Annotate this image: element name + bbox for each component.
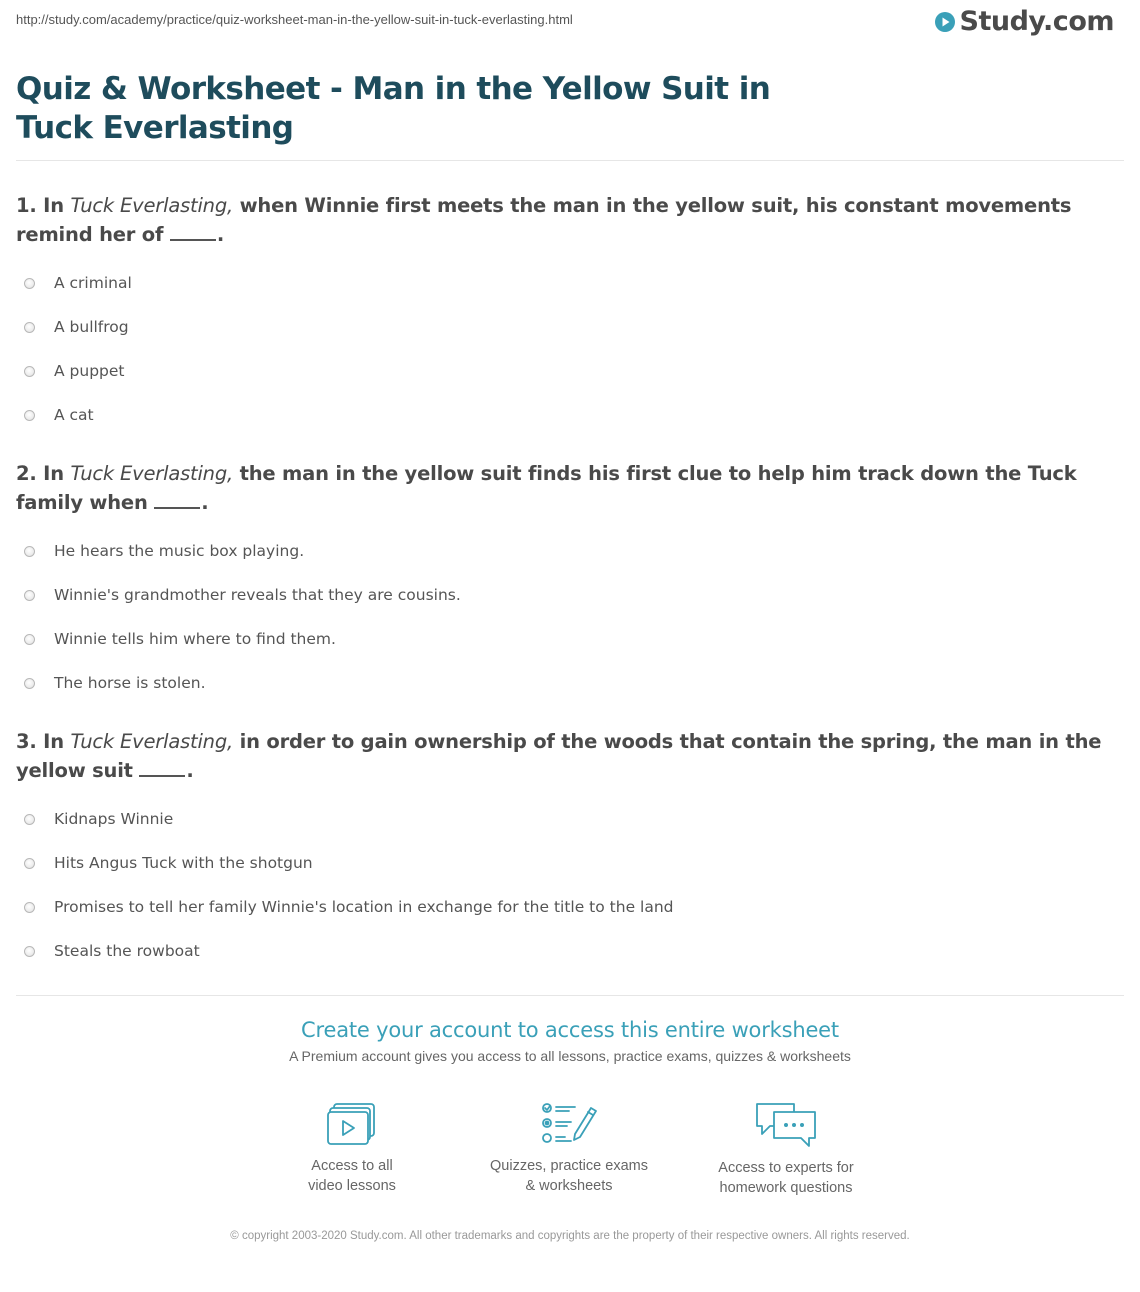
radio-button[interactable] [24, 634, 35, 645]
answer-option[interactable]: Promises to tell her family Winnie's location in exchange for the title to the land [16, 885, 1116, 929]
answer-options [16, 797, 1116, 973]
radio-button[interactable] [24, 814, 35, 825]
answer-blank [139, 775, 185, 777]
answer-option[interactable]: The horse is stolen. [16, 661, 1116, 705]
radio-button[interactable] [24, 590, 35, 601]
question-3 [16, 727, 1116, 973]
question-text: 2. In Tuck Everlasting, the man in the yellow suit finds his first clue to help him track down the Tuck family when . [16, 462, 1077, 514]
question-text: 1. In Tuck Everlasting, when Winnie first meets the man in the yellow suit, his constant movements remind her of . [16, 194, 1072, 246]
radio-button[interactable] [24, 858, 35, 869]
question-text: 3. In Tuck Everlasting, in order to gain ownership of the woods that contain the spring, the man in the yellow suit . [16, 730, 1102, 782]
answer-option[interactable]: A puppet [16, 349, 1116, 393]
answer-option[interactable]: A bullfrog [16, 305, 1116, 349]
radio-button[interactable] [24, 366, 35, 377]
answer-option[interactable]: Winnie tells him where to find them. [16, 617, 1116, 661]
copyright: © copyright 2003-2020 Study.com. All other trademarks and copyrights are the property of their respective owners. All rights reserved. [230, 1230, 910, 1242]
radio-button[interactable] [24, 546, 35, 557]
answer-blank [154, 507, 200, 509]
page-title: Quiz & Worksheet - Man in the Yellow Suit in Tuck Everlasting [16, 71, 771, 146]
answer-option[interactable]: Winnie's grandmother reveals that they are cousins. [16, 573, 1116, 617]
answer-option[interactable]: A cat [16, 393, 1116, 437]
expert-chat-icon [754, 1100, 818, 1148]
answer-blank [170, 239, 216, 241]
radio-button[interactable] [24, 410, 35, 421]
answer-option[interactable]: Kidnaps Winnie [16, 797, 1116, 841]
signup-cta [0, 1018, 1140, 1064]
answer-option[interactable]: He hears the music box playing. [16, 529, 1116, 573]
radio-button[interactable] [24, 902, 35, 913]
divider [16, 160, 1124, 161]
feature-quizzes: Quizzes, practice exams & worksheets [469, 1102, 669, 1196]
answer-options [16, 261, 1116, 437]
divider [16, 995, 1124, 996]
feature-experts: Access to experts for homework questions [686, 1100, 886, 1198]
cta-subtitle: A Premium account gives you access to all lessons, practice exams, quizzes & worksheets [289, 1048, 851, 1064]
radio-button[interactable] [24, 322, 35, 333]
quiz-checklist-icon [541, 1102, 597, 1146]
logo-text: Study.com [959, 6, 1114, 37]
cta-title[interactable]: Create your account to access this entire worksheet [301, 1018, 839, 1042]
radio-button[interactable] [24, 946, 35, 957]
answer-options [16, 529, 1116, 705]
answer-option[interactable]: Hits Angus Tuck with the shotgun [16, 841, 1116, 885]
answer-option[interactable]: A criminal [16, 261, 1116, 305]
play-circle-icon [934, 11, 956, 33]
radio-button[interactable] [24, 678, 35, 689]
page-url: http://study.com/academy/practice/quiz-worksheet-man-in-the-yellow-suit-in-tuck-everlasting.html [16, 12, 573, 27]
radio-button[interactable] [24, 278, 35, 289]
question-2 [16, 459, 1116, 705]
answer-option[interactable]: Steals the rowboat [16, 929, 1116, 973]
video-lessons-icon [326, 1102, 378, 1146]
question-1 [16, 191, 1116, 437]
feature-video-lessons: Access to all video lessons [252, 1102, 452, 1196]
study-logo[interactable] [934, 6, 1114, 37]
